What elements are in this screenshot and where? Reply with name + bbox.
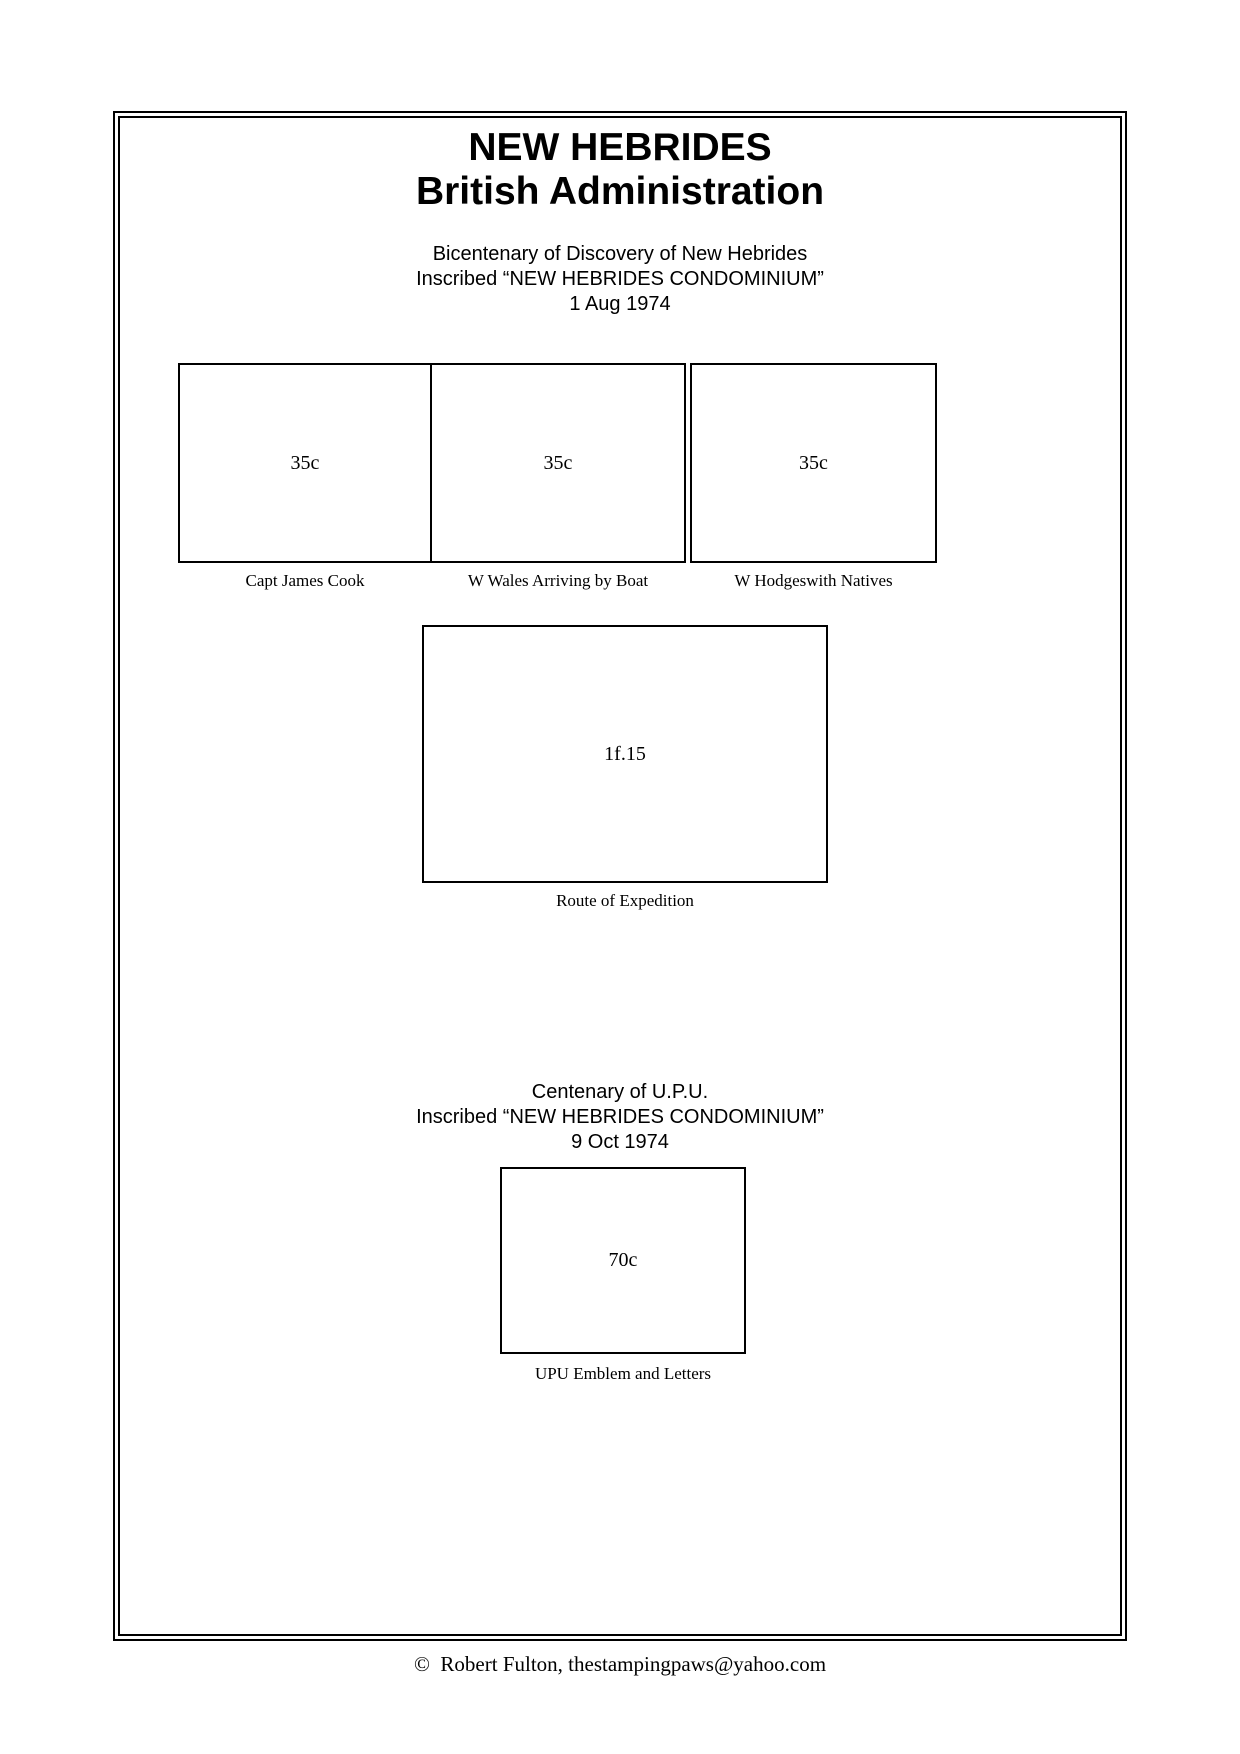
stamp-box-wales-arriving <box>430 363 686 563</box>
stamp-value: 70c <box>608 1249 638 1271</box>
section1-heading <box>0 242 1240 317</box>
stamp-caption-wales-arriving: W Wales Arriving by Boat <box>467 571 649 590</box>
section2-heading-line2: Inscribed “NEW HEBRIDES CONDOMINIUM” <box>416 1106 824 1128</box>
section2-heading-line3: 9 Oct 1974 <box>571 1131 669 1153</box>
section1-heading-line3: 1 Aug 1974 <box>569 293 671 315</box>
stamp-value: 35c <box>543 451 573 474</box>
stamp-caption-capt-james-cook: Capt James Cook <box>245 571 365 590</box>
stamp-caption-route-of-expedition: Route of Expedition <box>556 891 694 910</box>
stamp-value: 35c <box>799 451 828 474</box>
section2-heading-line1: Centenary of U.P.U. <box>531 1081 709 1103</box>
stamp-box-hodges-natives <box>690 363 937 563</box>
page-title <box>0 126 1240 214</box>
footer-credit: © Robert Fulton, thestampingpaws@yahoo.com <box>413 1652 827 1676</box>
page-title-line1: NEW HEBRIDES <box>468 126 772 169</box>
stamp-value: 1f.15 <box>604 742 646 765</box>
stamp-caption-upu-emblem: UPU Emblem and Letters <box>534 1364 712 1383</box>
section1-heading-line2: Inscribed “NEW HEBRIDES CONDOMINIUM” <box>416 268 824 290</box>
stamp-box-capt-james-cook <box>178 363 432 563</box>
stamp-box-route-of-expedition <box>422 625 828 883</box>
page-title-line2: British Administration <box>415 170 825 213</box>
section1-heading-line1: Bicentenary of Discovery of New Hebrides <box>432 243 808 265</box>
section2-heading <box>0 1080 1240 1155</box>
stamp-box-upu-emblem <box>500 1167 746 1354</box>
stamp-caption-hodges-natives: W Hodgeswith Natives <box>734 571 893 590</box>
stamp-value: 35c <box>290 451 320 474</box>
